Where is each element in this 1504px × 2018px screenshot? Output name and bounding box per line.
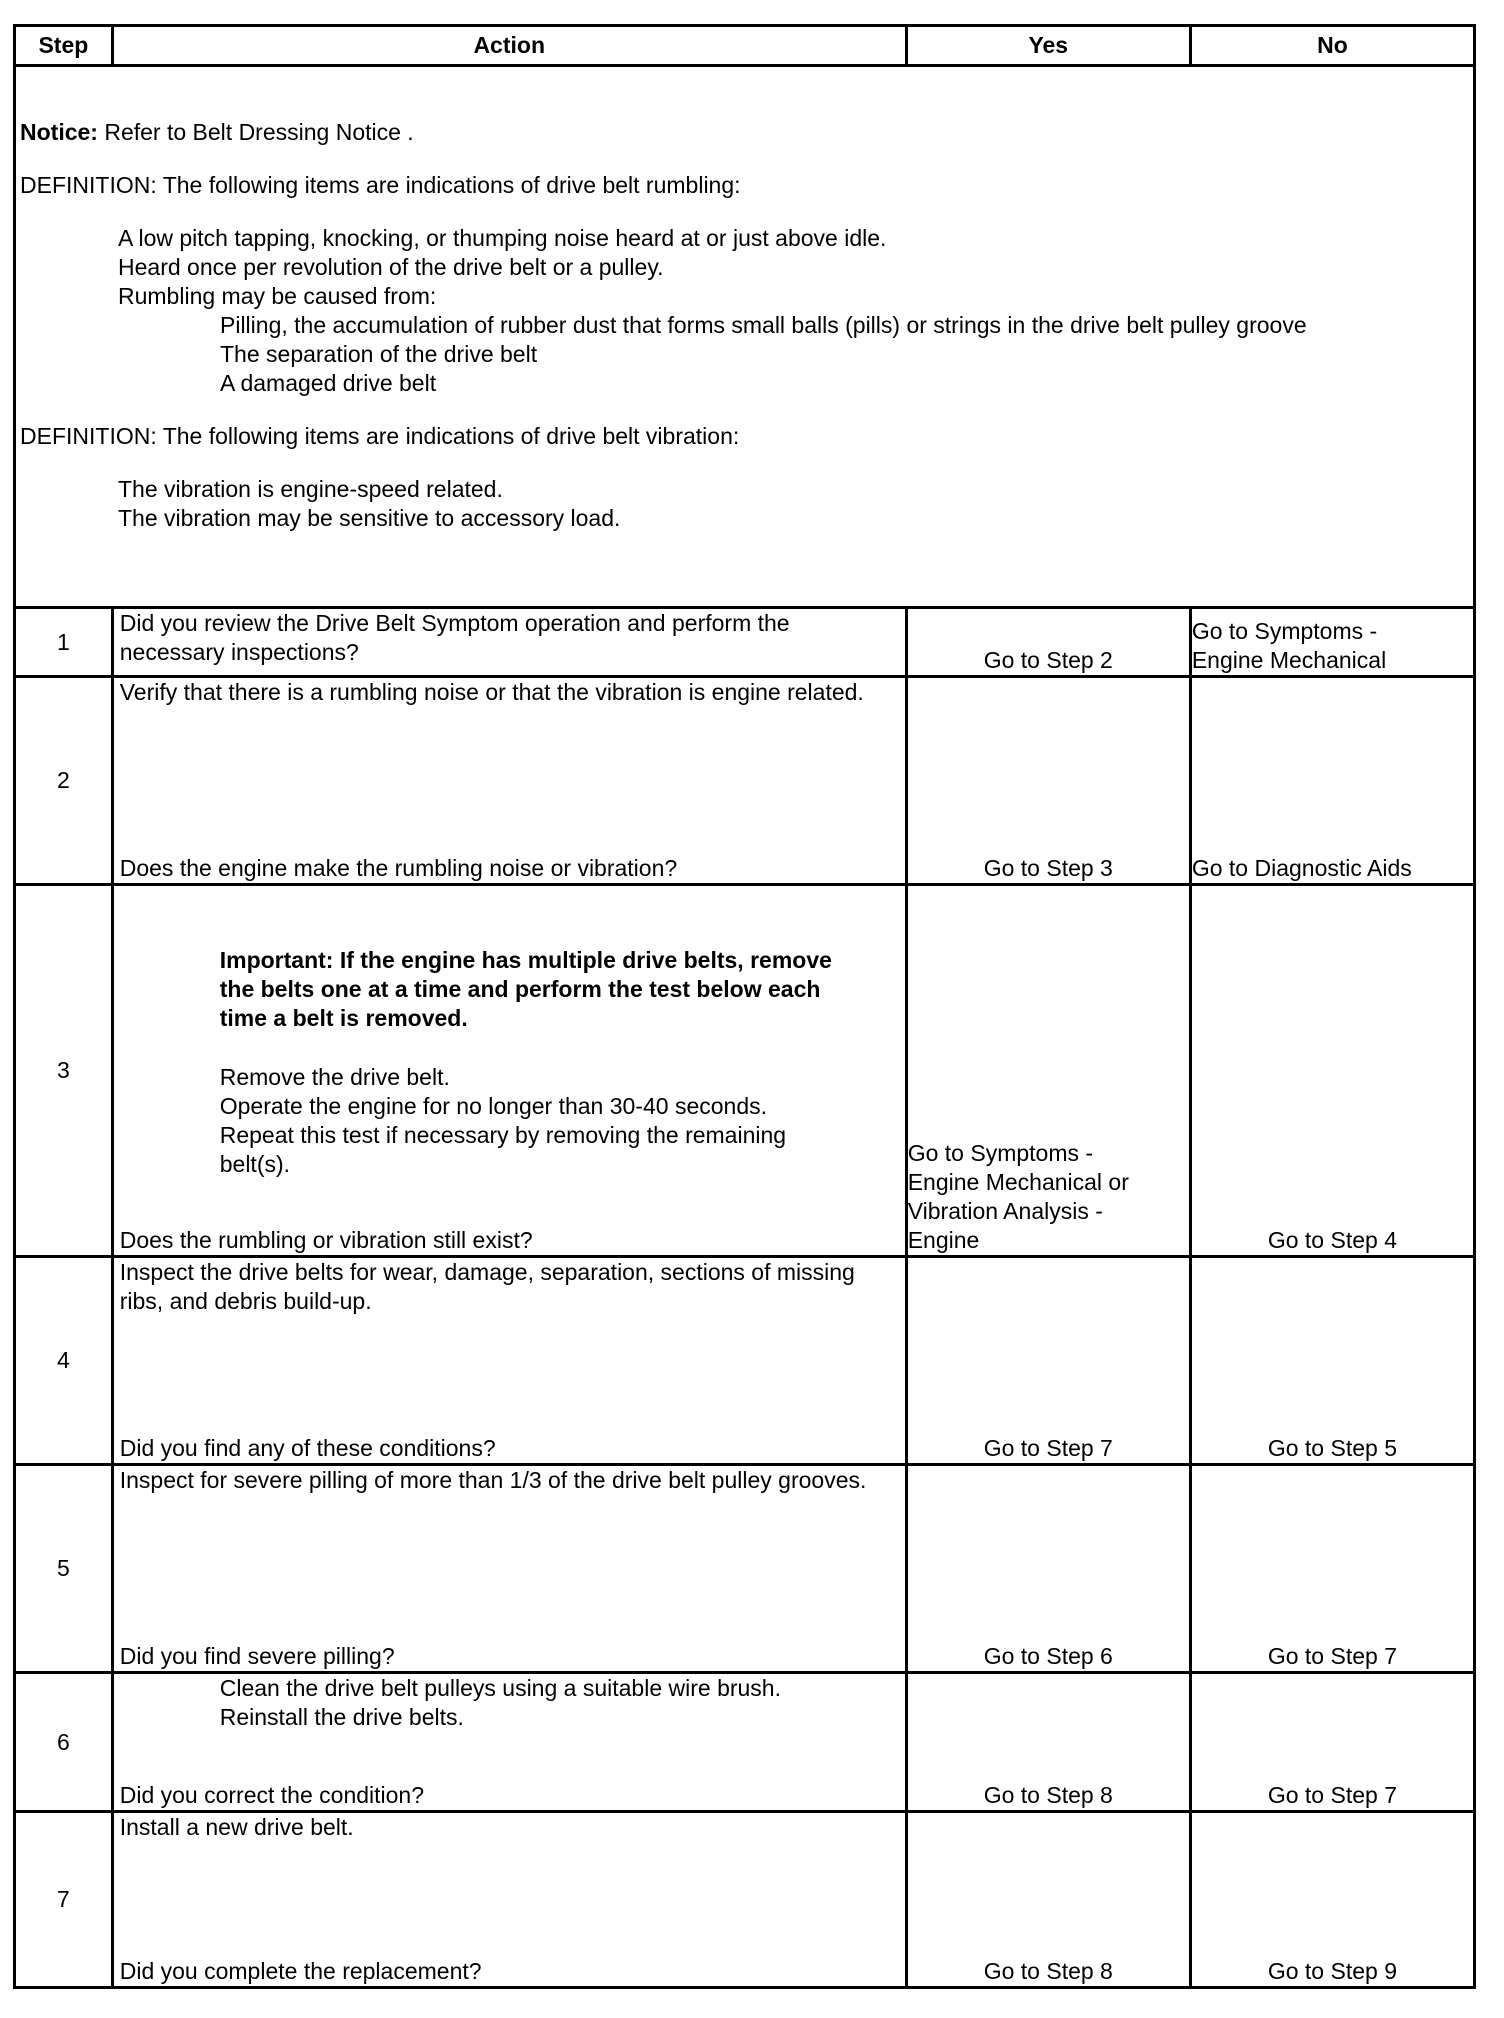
step-item: Repeat this test if necessary by removing the remaining [219,1122,787,1148]
vibration-item: The vibration is engine-speed related. [118,476,503,502]
header-step: Step [15,26,113,66]
rumbling-cause: The separation of the drive belt [220,341,538,367]
no-cell: Go to Step 7 [1190,1465,1474,1673]
notice-row [15,66,1475,608]
no-text: Engine Mechanical [1191,647,1387,673]
question-text: Did you correct the condition? [119,1782,425,1808]
question-text: Does the rumbling or vibration still exist? [119,1227,533,1253]
no-text: Go to Symptoms - [1191,618,1378,644]
definition-rumbling: DEFINITION: The following items are indications of drive belt rumbling: [20,172,741,198]
question-text: Did you find severe pilling? [119,1643,395,1669]
step-number: 1 [15,608,113,677]
yes-text: Engine [907,1227,980,1253]
step-row-6 [15,1673,1475,1812]
rumbling-item: Rumbling may be caused from: [118,283,437,309]
rumbling-item: Heard once per revolution of the drive belt or a pulley. [118,254,664,280]
no-cell: Go to Step 5 [1190,1257,1474,1465]
step-action [112,885,906,1257]
step-action [112,1257,906,1465]
step-row-2 [15,677,1475,885]
no-cell [1190,608,1474,677]
step-row-1 [15,608,1475,677]
step-row-7 [15,1812,1475,1988]
step-action [112,677,906,885]
header-action: Action [112,26,906,66]
action-text: Install a new drive belt. [119,1814,354,1840]
step-row-5 [15,1465,1475,1673]
rumbling-cause: Pilling, the accumulation of rubber dust that forms small balls (pills) or strings in the drive belt pulley groove [220,312,1307,338]
notice-text: Refer to Belt Dressing Notice . [97,119,414,145]
action-text: Did you review the Drive Belt Symptom operation and perform the necessary inspections? [119,610,790,665]
step-number: 2 [15,677,113,885]
step-action [112,1812,906,1988]
important-text: time a belt is removed. [219,1005,468,1031]
step-row-4 [15,1257,1475,1465]
question-text: Did you complete the replacement? [119,1958,482,1984]
yes-cell: Go to Step 7 [906,1257,1190,1465]
action-text: Inspect for severe pilling of more than 1/3 of the drive belt pulley grooves. [119,1467,867,1493]
definition-vibration: DEFINITION: The following items are indications of drive belt vibration: [20,423,740,449]
header-no: No [1190,26,1474,66]
vibration-item: The vibration may be sensitive to accessory load. [118,505,621,531]
step-number: 5 [15,1465,113,1673]
yes-cell: Go to Step 3 [906,677,1190,885]
step-action [112,608,906,677]
yes-cell: Go to Step 2 [906,608,1190,677]
action-text: Verify that there is a rumbling noise or that the vibration is engine related. [119,679,864,705]
step-action [112,1673,906,1812]
step-item: Reinstall the drive belts. [219,1704,464,1730]
question-text: Does the engine make the rumbling noise or vibration? [119,855,678,881]
no-cell: Go to Step 9 [1190,1812,1474,1988]
yes-text: Go to Symptoms - [907,1140,1094,1166]
yes-cell: Go to Step 8 [906,1812,1190,1988]
step-item: belt(s). [219,1151,291,1177]
header-yes: Yes [906,26,1190,66]
step-row-3 [15,885,1475,1257]
action-text: Inspect the drive belts for wear, damage, separation, sections of missing ribs, and debris build-up. [119,1259,855,1314]
diagnostic-table [13,24,1476,1989]
rumbling-item: A low pitch tapping, knocking, or thumping noise heard at or just above idle. [118,225,887,251]
step-action [112,1465,906,1673]
yes-text: Vibration Analysis - [907,1198,1103,1224]
notice-cell [15,66,1475,608]
yes-cell: Go to Step 8 [906,1673,1190,1812]
no-cell: Go to Step 7 [1190,1673,1474,1812]
header-row [15,26,1475,66]
step-item: Clean the drive belt pulleys using a suitable wire brush. [219,1675,781,1701]
yes-cell: Go to Step 6 [906,1465,1190,1673]
important-text: the belts one at a time and perform the test below each [219,976,821,1002]
important-text: Important: If the engine has multiple drive belts, remove [219,947,832,973]
step-number: 7 [15,1812,113,1988]
step-item: Remove the drive belt. [219,1064,450,1090]
step-number: 3 [15,885,113,1257]
step-number: 6 [15,1673,113,1812]
yes-cell [906,885,1190,1257]
question-text: Did you find any of these conditions? [119,1435,496,1461]
notice-label: Notice: [20,119,98,145]
step-item: Operate the engine for no longer than 30-40 seconds. [219,1093,768,1119]
step-number: 4 [15,1257,113,1465]
no-cell: Go to Step 4 [1190,885,1474,1257]
yes-text: Engine Mechanical or [907,1169,1129,1195]
rumbling-cause: A damaged drive belt [220,370,437,396]
no-cell: Go to Diagnostic Aids [1190,677,1474,885]
